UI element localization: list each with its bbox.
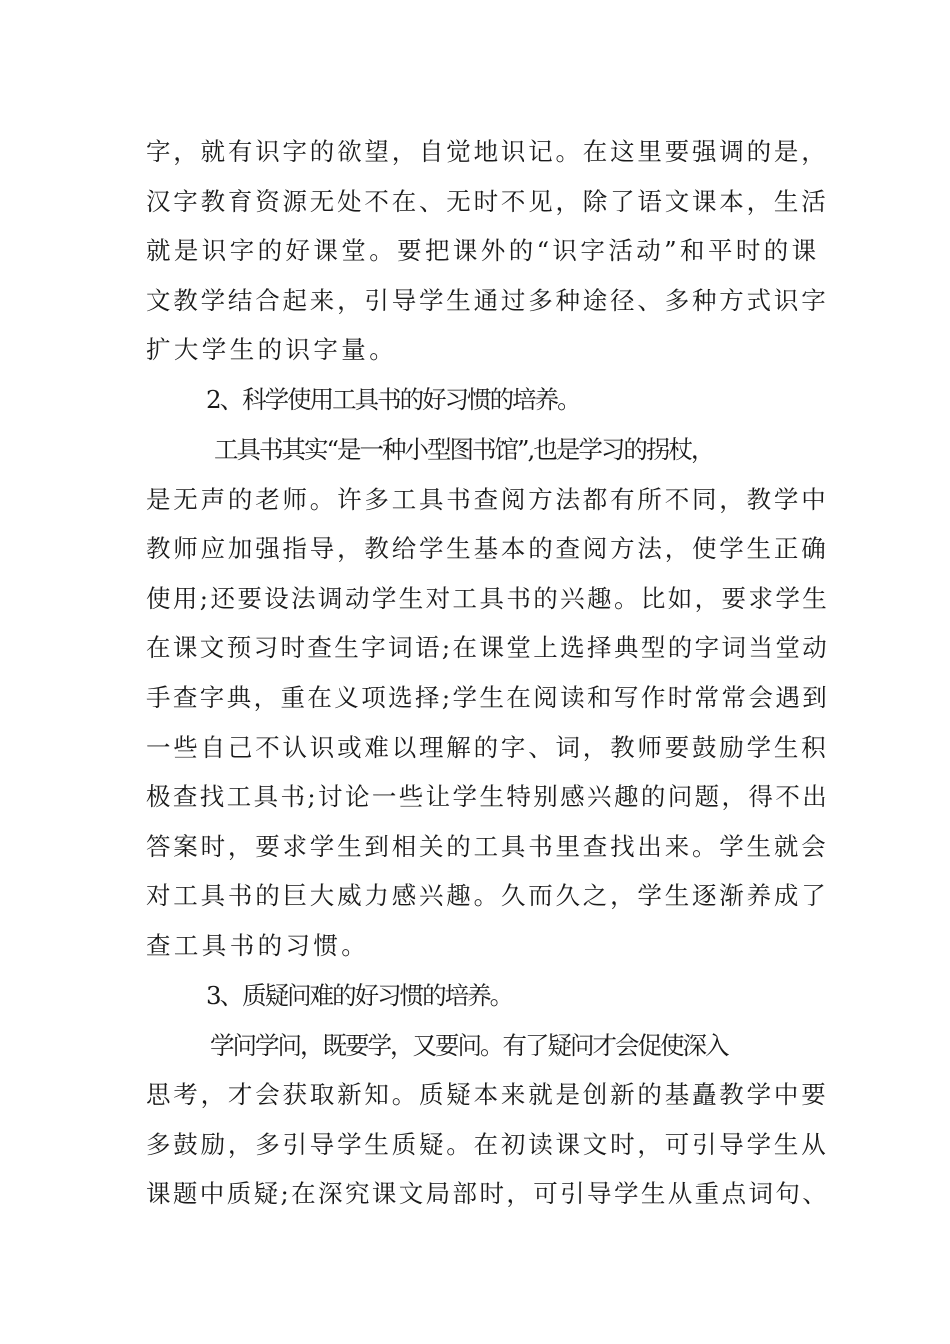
text-line: 工具书其实“是一种小型图书馆”,也是学习的拐杖，: [214, 435, 714, 464]
text-line: 对工具书的巨大威力感兴趣。久而久之，学生逐渐养成了: [146, 881, 829, 910]
text-line: 汉字教育资源无处不在、无时不见，除了语文课本，生活: [146, 187, 829, 216]
section-heading: 2、科学使用工具书的好习惯的培养。: [206, 385, 580, 414]
section-heading: 3、质疑问难的好习惯的培养。: [206, 981, 513, 1010]
text-line: 手查字典，重在义项选择;学生在阅读和写作时常常会遇到: [146, 683, 830, 712]
text-line: 思考，才会获取新知。质疑本来就是创新的基矗教学中要: [146, 1080, 829, 1109]
text-line: 一些自己不认识或难以理解的字、词，教师要鼓励学生积: [146, 733, 829, 762]
text-line: 多鼓励，多引导学生质疑。在初读课文时，可引导学生从: [146, 1130, 829, 1159]
text-line: 是无声的老师。许多工具书查阅方法都有所不同，教学中: [146, 485, 829, 514]
text-line: 教师应加强指导，教给学生基本的查阅方法，使学生正确: [146, 534, 829, 563]
text-line: 就是识字的好课堂。要把课外的“识字活动”和平时的课: [146, 236, 820, 265]
text-line: 字，就有识字的欲望，自觉地识记。在这里要强调的是，: [146, 137, 829, 166]
text-line: 极查找工具书;讨论一些让学生特别感兴趣的问题，得不出: [146, 782, 830, 811]
text-line: 在课文预习时查生字词语;在课堂上选择典型的字词当堂动: [146, 633, 830, 662]
text-line: 学问学问，既要学，又要问。有了疑问才会促使深入: [210, 1031, 728, 1060]
text-line: 扩大学生的识字量。: [146, 335, 398, 364]
text-line: 使用;还要设法调动学生对工具书的兴趣。比如，要求学生: [146, 584, 830, 613]
text-line: 课题中质疑;在深究课文局部时，可引导学生从重点词句、: [146, 1179, 830, 1208]
text-line: 文教学结合起来，引导学生通过多种途径、多种方式识字: [146, 286, 829, 315]
text-line: 答案时，要求学生到相关的工具书里查找出来。学生就会: [146, 832, 829, 861]
text-line: 查工具书的习惯。: [146, 931, 370, 960]
